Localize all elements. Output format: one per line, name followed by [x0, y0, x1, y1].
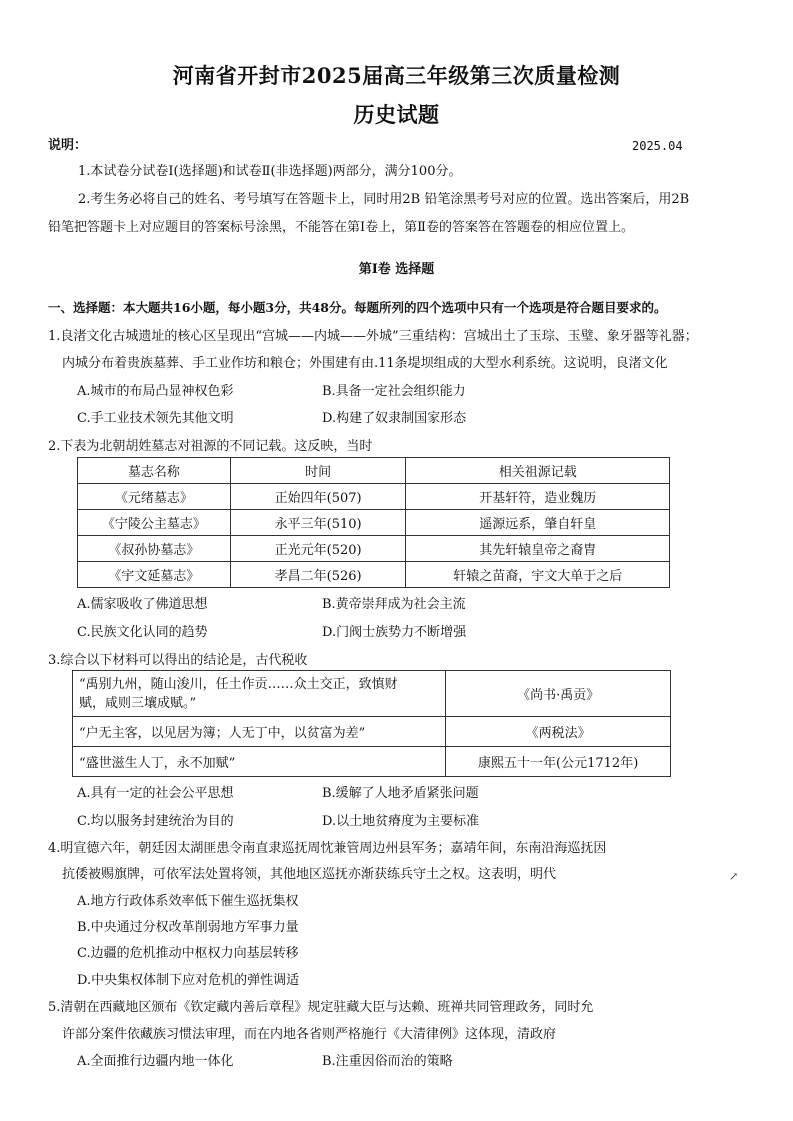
q2-header-time: 时间: [230, 458, 406, 484]
q3-quote-cell: “户无主客，以见居为簿；人无丁中，以贫富为差”: [73, 717, 446, 747]
q1-option-d[interactable]: D.构建了奴隶制国家形态: [322, 411, 467, 426]
q3-option-b[interactable]: B.缓解了人地矛盾紧张问题: [322, 786, 479, 801]
q5-stem-line-2: 许部分案件依藏族习惯法审理，而在内地各省则严格施行《大清律例》这体现，清政府: [62, 1027, 557, 1042]
q1-option-c[interactable]: C.手工业技术领先其他文明: [77, 411, 234, 426]
q3-quote-1-line-1: “禹别九州，随山浚川，任土作贡……众土交正，致慎财: [79, 676, 398, 692]
q4-option-c[interactable]: C.边疆的危机推动中枢权力向基层转移: [77, 946, 299, 961]
q1-option-a[interactable]: A.城市的布局凸显神权色彩: [77, 384, 234, 399]
q3-option-a[interactable]: A.具有一定的社会公平思想: [77, 786, 234, 801]
q2-table: [77, 457, 670, 588]
q2-cell: 《元绪墓志》: [78, 484, 231, 510]
q5-option-a[interactable]: A.全面推行边疆内地一体化: [77, 1054, 234, 1069]
q2-stem: 2.下表为北朝胡姓墓志对祖源的不同记载。这反映，当时: [48, 439, 373, 454]
table-row: [73, 717, 671, 747]
q1-option-b[interactable]: B.具备一定社会组织能力: [322, 384, 466, 399]
q2-cell: 《宇文延墓志》: [78, 562, 231, 588]
table-row: [78, 484, 670, 510]
q2-cell: 正始四年(507): [230, 484, 406, 510]
section-instruction: 一、选择题：本大题共16小题，每小题3分，共48分。每题所列的四个选项中只有一个选项是符合题目要求的。: [48, 300, 667, 315]
q5-stem-line-1: 5.清朝在西藏地区颁布《钦定藏内善后章程》规定驻藏大臣与达赖、班禅共同管理政务，同时允: [48, 1000, 594, 1015]
exam-date: 2025.04: [632, 139, 683, 153]
q2-table-header: [78, 458, 670, 484]
q1-stem-line-2: 内城分布着贵族墓葬、手工业作坊和粮仓；外围建有由.11条堤坝组成的大型水利系统。这说明，良渚文化: [62, 356, 668, 371]
q2-option-a[interactable]: A.儒家吸收了佛道思想: [77, 597, 208, 612]
q2-cell: 正光元年(520): [230, 536, 406, 562]
note-1: 1.本试卷分试卷Ⅰ(选择题)和试卷Ⅱ(非选择题)两部分，满分100分。: [78, 164, 462, 179]
q2-cell: 开基轩符，造业魏历: [406, 484, 670, 510]
table-row: [78, 562, 670, 588]
q3-quote-cell: “盛世滋生人丁，永不加赋”: [73, 747, 446, 777]
q2-header-origin: 相关祖源记载: [406, 458, 670, 484]
exam-subject: 历史试题: [353, 102, 440, 127]
exam-title: 河南省开封市2025届高三年级第三次质量检测: [172, 63, 621, 88]
q2-cell: 孝昌二年(526): [230, 562, 406, 588]
q2-cell: 遥源远系，肇自轩皇: [406, 510, 670, 536]
note-2-line-1: 2.考生务必将自己的姓名、考号填写在答题卡上，同时用2B 铅笔涂黑考号对应的位置。选出答案后，用2B: [78, 192, 690, 207]
q3-option-d[interactable]: D.以土地贫瘠度为主要标准: [322, 814, 480, 829]
note-2-line-2: 铅笔把答题卡上对应题目的答案标号涂黑，不能答在第Ⅰ卷上，第Ⅱ卷的答案答在答题卷的相应位置上。: [48, 220, 634, 235]
q3-option-c[interactable]: C.均以服务封建统治为目的: [77, 814, 234, 829]
table-row: [73, 671, 671, 717]
table-row: [73, 747, 671, 777]
q2-option-d[interactable]: D.门阀士族势力不断增强: [322, 625, 467, 640]
table-row: [78, 536, 670, 562]
q3-quote-1-line-2: 赋，咸则三壤成赋。”: [79, 695, 197, 711]
section-title: 第Ⅰ卷 选择题: [358, 262, 435, 277]
q2-option-b[interactable]: B.黄帝崇拜成为社会主流: [322, 597, 466, 612]
q3-source-cell: 《两税法》: [446, 717, 671, 747]
q3-stem: 3.综合以下材料可以得出的结论是，古代税收: [48, 653, 308, 668]
q3-source-cell: 《尚书·禹贡》: [446, 671, 671, 717]
q3-quote-cell: [73, 671, 446, 717]
q2-cell: 《宁陵公主墓志》: [78, 510, 231, 536]
q2-option-c[interactable]: C.民族文化认同的趋势: [77, 625, 208, 640]
q2-cell: 《叔孙协墓志》: [78, 536, 231, 562]
q5-option-b[interactable]: B.注重因俗而治的策略: [322, 1054, 453, 1069]
q2-header-name: 墓志名称: [78, 458, 231, 484]
q3-table: [72, 670, 671, 777]
q2-cell: 轩辕之苗裔，宇文大单于之后: [406, 562, 670, 588]
q1-stem-line-1: 1.良渚文化古城遗址的核心区呈现出“宫城——内城——外城”三重结构：宫城出土了玉琮、玉璧、象牙器等礼器；: [48, 329, 698, 344]
table-row: [78, 510, 670, 536]
q2-cell: 其先轩辕皇帝之裔胄: [406, 536, 670, 562]
q4-option-b[interactable]: B.中央通过分权改革削弱地方军事力量: [77, 920, 299, 935]
q4-stem-line-1: 4.明宣德六年，朝廷因太湖匪患令南直隶巡抚周忱兼管周边州县军务；嘉靖年间，东南沿海巡抚因: [48, 841, 607, 856]
cursor-arrow-icon: ↗: [729, 870, 739, 883]
q3-source-cell: 康熙五十一年(公元1712年): [446, 747, 671, 777]
notes-label: 说明：: [48, 138, 88, 153]
q4-option-d[interactable]: D.中央集权体制下应对危机的弹性调适: [77, 973, 300, 988]
q4-stem-line-2: 抗倭被赐旗牌，可依军法处置将领，其他地区巡抚亦渐获练兵守土之权。这表明，明代: [62, 867, 557, 882]
q2-cell: 永平三年(510): [230, 510, 406, 536]
q4-option-a[interactable]: A.地方行政体系效率低下催生巡抚集权: [77, 894, 299, 909]
